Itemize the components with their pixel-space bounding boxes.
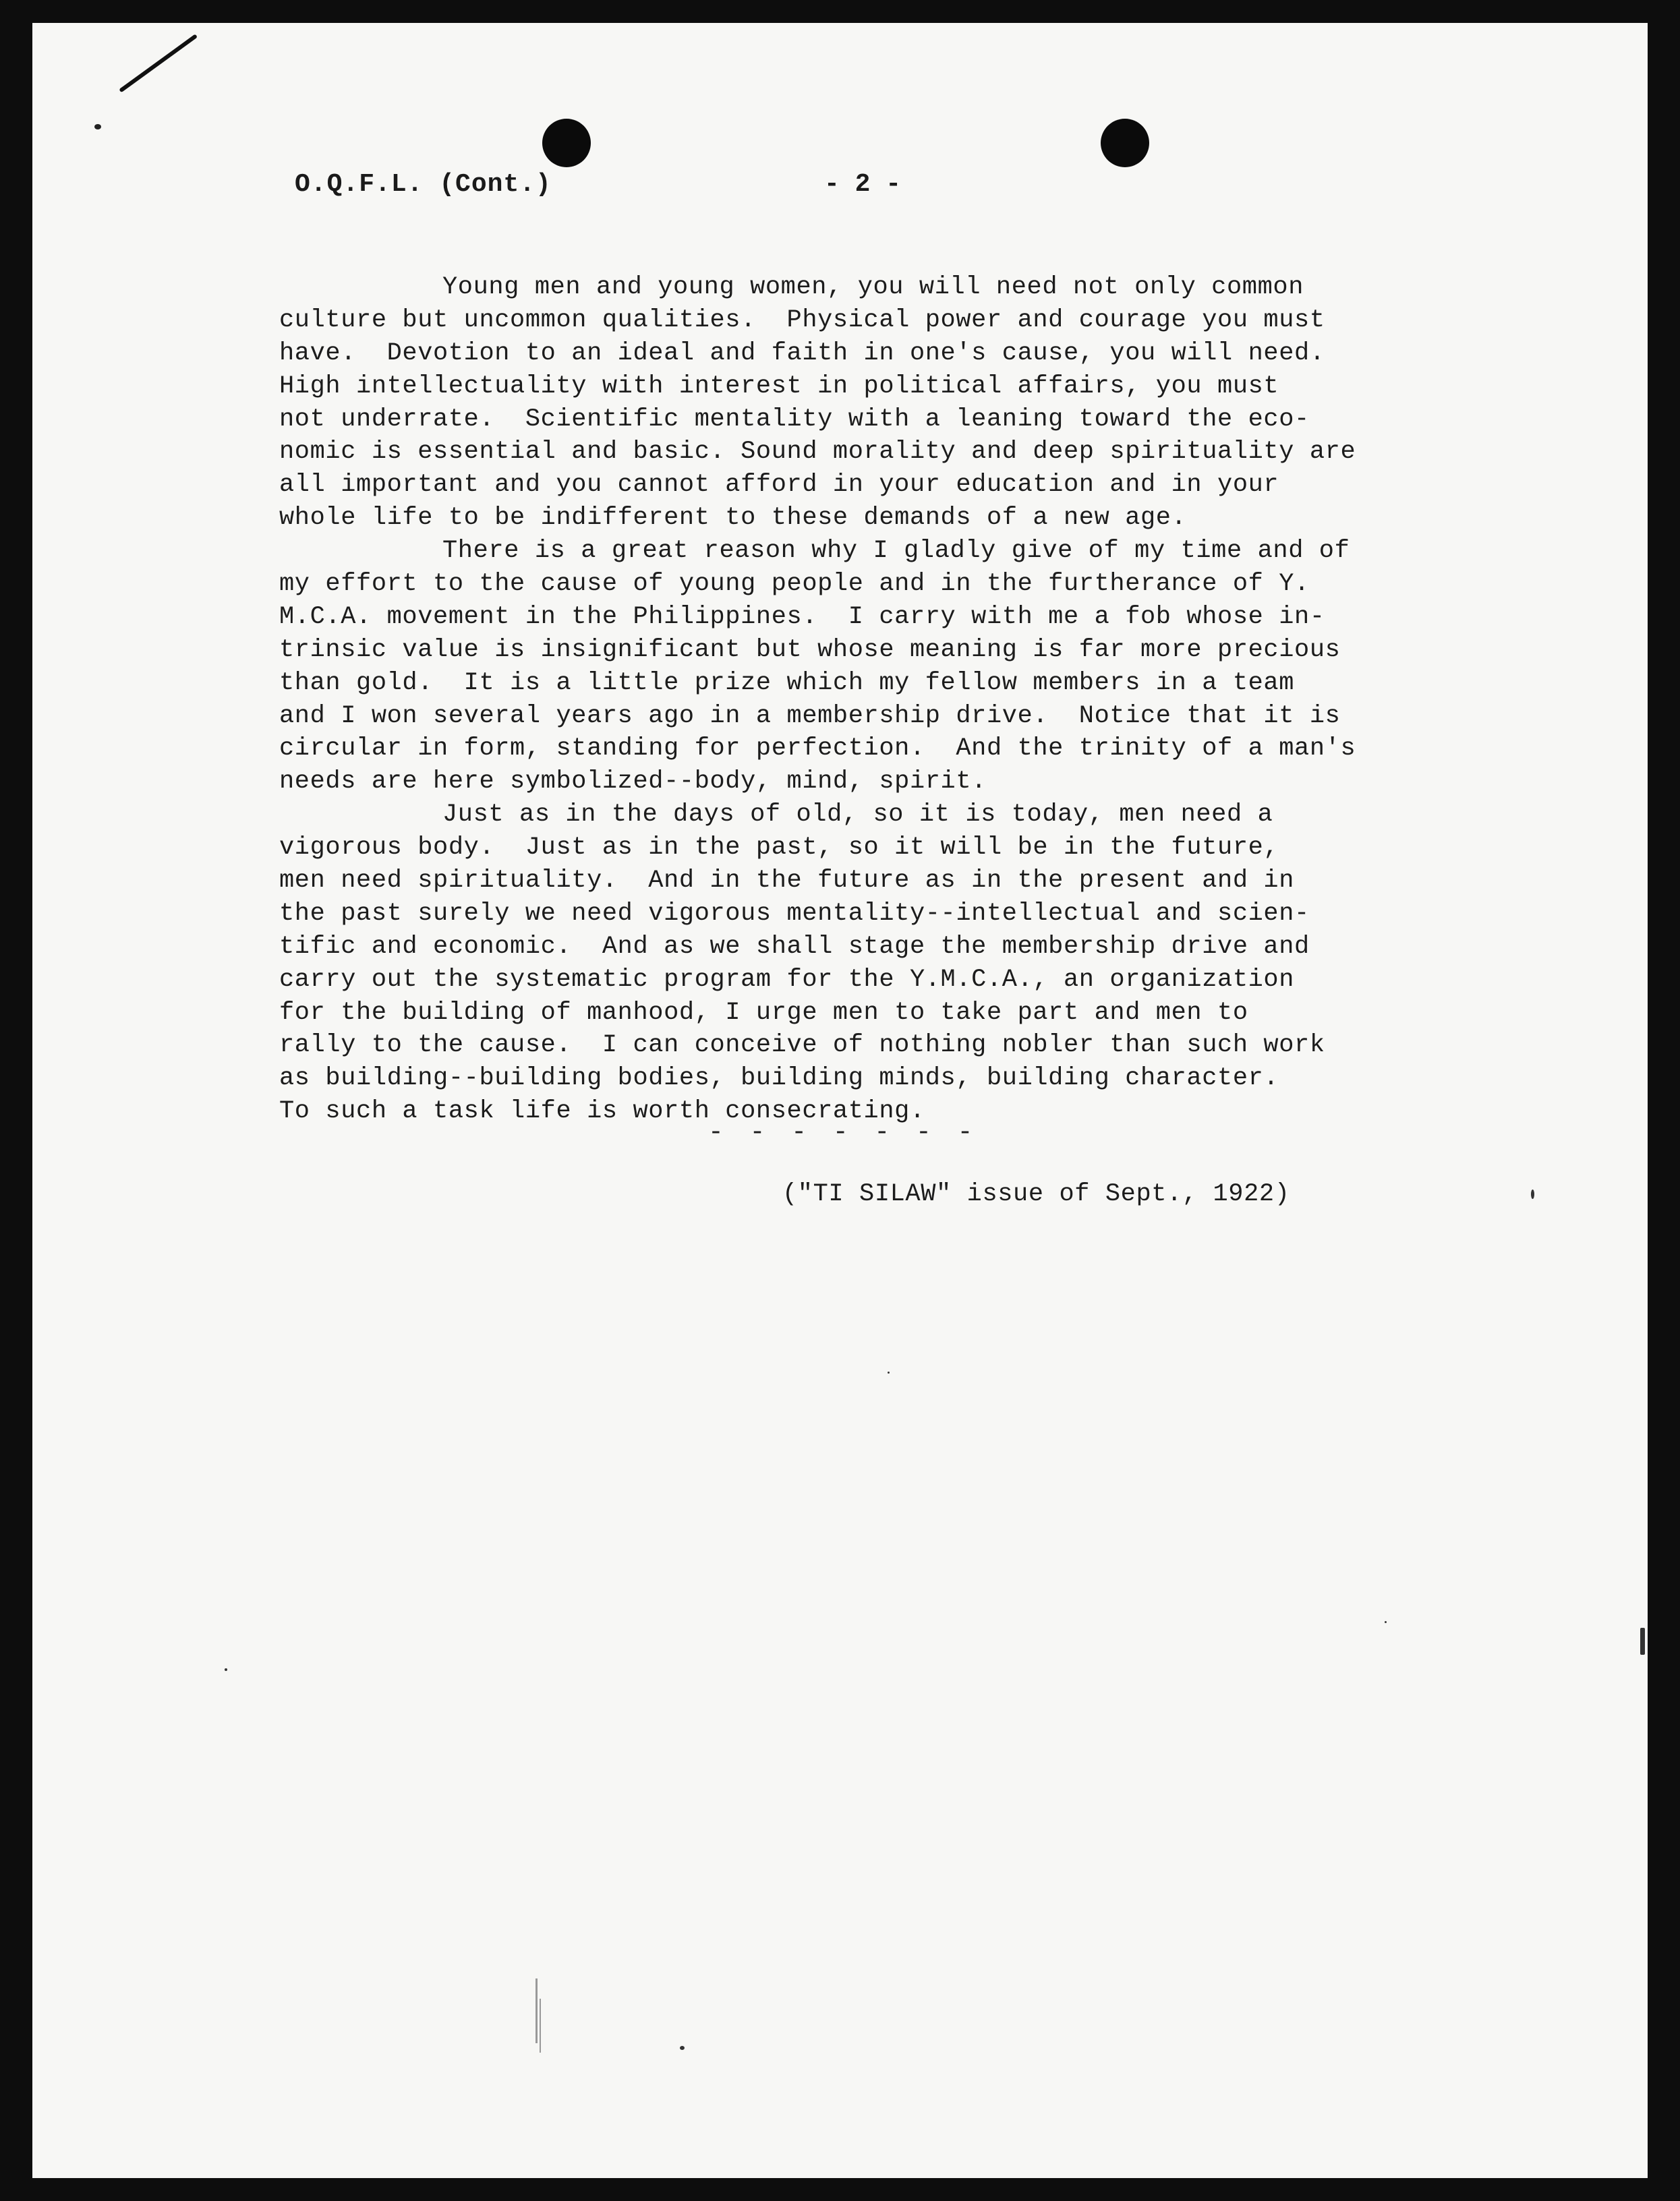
text-line: nomic is essential and basic. Sound morality and deep spirituality are xyxy=(279,438,1356,467)
text-line: vigorous body. Just as in the past, so it will be in the future, xyxy=(279,833,1279,862)
text-line: all important and you cannot afford in your education and in your xyxy=(279,471,1279,500)
body-text xyxy=(279,271,1520,1128)
text-line: have. Devotion to an ideal and faith in one's cause, you will need. xyxy=(279,339,1325,368)
pen-stroke-mark xyxy=(119,34,198,92)
punch-hole-right xyxy=(1101,119,1149,167)
text-line: Just as in the days of old, so it is today, men need a xyxy=(442,800,1273,829)
scan-scratch xyxy=(535,1978,538,2043)
text-line: tific and economic. And as we shall stage the membership drive and xyxy=(279,932,1310,961)
ink-dot-mark xyxy=(94,124,101,129)
scan-speck xyxy=(1531,1190,1534,1199)
text-line: men need spirituality. And in the future as in the present and in xyxy=(279,867,1295,896)
text-line: circular in form, standing for perfection. And the trinity of a man's xyxy=(279,734,1356,763)
paragraph-1 xyxy=(279,271,1520,535)
paragraph-3 xyxy=(279,798,1520,1128)
source-note: ("TI SILAW" issue of Sept., 1922) xyxy=(782,1180,1290,1208)
text-line: and I won several years ago in a membership drive. Notice that it is xyxy=(279,701,1341,730)
page-header xyxy=(32,170,1648,204)
text-line: To such a task life is worth consecrating. xyxy=(279,1097,925,1126)
text-line: Young men and young women, you will need not only common xyxy=(442,273,1304,301)
document-page xyxy=(32,23,1648,2178)
section-divider: - - - - - - - xyxy=(708,1118,979,1147)
text-line: whole life to be indifferent to these demands of a new age. xyxy=(279,504,1187,533)
header-reference: O.Q.F.L. (Cont.) xyxy=(295,170,552,199)
text-line: culture but uncommon qualities. Physical power and courage you must xyxy=(279,305,1325,334)
text-line: than gold. It is a little prize which my fellow members in a team xyxy=(279,668,1295,697)
text-line: the past surely we need vigorous mentality--intellectual and scien- xyxy=(279,899,1310,928)
scan-speck xyxy=(680,2046,685,2050)
paragraph-2 xyxy=(279,535,1520,798)
text-line: for the building of manhood, I urge men to take part and men to xyxy=(279,998,1248,1027)
scan-speck xyxy=(225,1668,227,1671)
text-line: not underrate. Scientific mentality with a leaning toward the eco- xyxy=(279,405,1310,434)
scan-speck xyxy=(888,1372,890,1374)
text-line: carry out the systematic program for the Y.M.C.A., an organization xyxy=(279,965,1295,994)
page-number: - 2 - xyxy=(824,170,902,199)
text-line: my effort to the cause of young people and in the furtherance of Y. xyxy=(279,570,1310,599)
text-line: M.C.A. movement in the Philippines. I carry with me a fob whose in- xyxy=(279,602,1325,631)
scan-speck xyxy=(1640,1628,1645,1655)
text-line: needs are here symbolized--body, mind, spirit. xyxy=(279,767,987,796)
scan-speck xyxy=(1385,1621,1387,1623)
text-line: High intellectuality with interest in political affairs, you must xyxy=(279,372,1279,401)
text-line: trinsic value is insignificant but whose meaning is far more precious xyxy=(279,635,1341,664)
scan-scratch xyxy=(540,1999,541,2053)
text-line: rally to the cause. I can conceive of nothing nobler than such work xyxy=(279,1031,1325,1060)
text-line: as building--building bodies, building minds, building character. xyxy=(279,1064,1279,1093)
text-line: There is a great reason why I gladly give of my time and of xyxy=(442,537,1350,566)
punch-hole-left xyxy=(542,119,591,167)
